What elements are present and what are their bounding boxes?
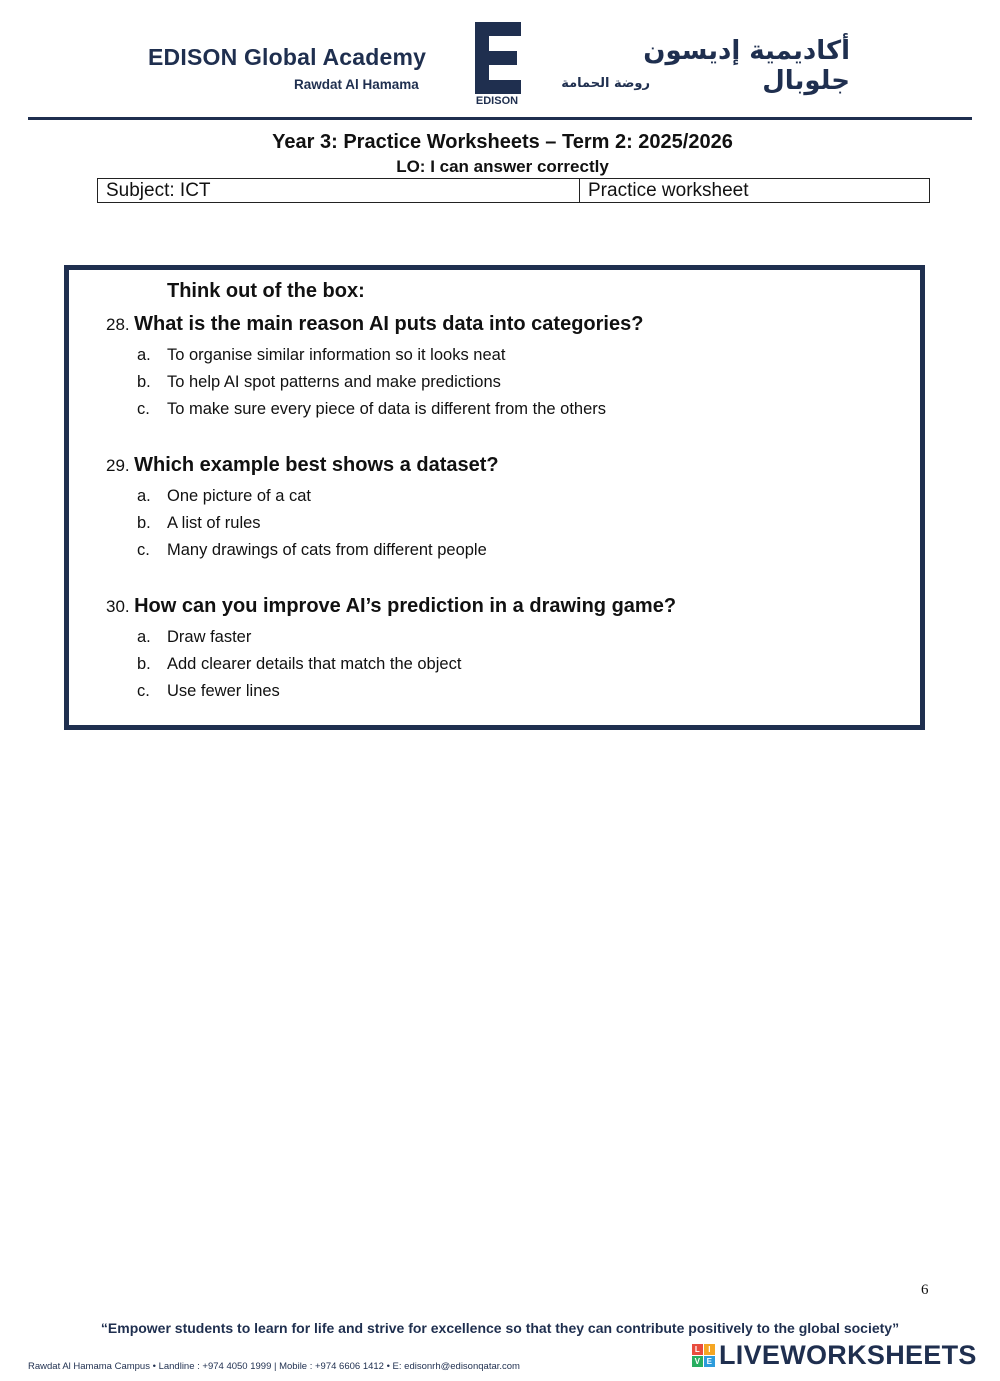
question-28-option-b[interactable]: To help AI spot patterns and make predictions — [167, 373, 501, 391]
question-30-option-b[interactable]: Add clearer details that match the object — [167, 655, 462, 673]
watermark-text: LIVEWORKSHEETS — [719, 1340, 977, 1370]
worksheet-title: Year 3: Practice Worksheets – Term 2: 2025/2026 — [272, 131, 733, 153]
header-divider — [28, 117, 972, 120]
option-letter: a. — [137, 346, 151, 364]
question-number: 28. — [106, 315, 130, 334]
liveworksheets-watermark — [692, 1340, 977, 1371]
option-letter: c. — [137, 541, 150, 559]
page-number: 6 — [921, 1282, 929, 1298]
subject-cell: Subject: ICT — [98, 179, 580, 202]
option-letter: a. — [137, 628, 151, 646]
subject-table — [97, 178, 930, 203]
question-28-option-c[interactable]: To make sure every piece of data is different from the others — [167, 400, 606, 418]
question-text: Which example best shows a dataset? — [134, 454, 499, 476]
contact-line: Rawdat Al Hamama Campus • Landline : +974 4050 1999 | Mobile : +974 6606 1412 • E: edisonrh@edisonqatar.com — [28, 1361, 520, 1372]
question-30-option-c[interactable]: Use fewer lines — [167, 682, 280, 700]
question-28-option-a[interactable]: To organise similar information so it looks neat — [167, 346, 506, 364]
question-number: 30. — [106, 597, 130, 616]
option-letter: c. — [137, 400, 150, 418]
option-letter: b. — [137, 514, 151, 532]
school-name-english: EDISON Global Academy — [148, 44, 427, 70]
option-letter: b. — [137, 373, 151, 391]
logo-letter: V — [692, 1356, 703, 1367]
school-name-arabic: أكاديمية إديسون جلوبال — [643, 36, 850, 96]
logo-letter: L — [692, 1344, 703, 1355]
school-motto: “Empower students to learn for life and strive for excellence so that they can contribute positively to the global society” — [100, 1320, 900, 1336]
campus-name-english: Rawdat Al Hamama — [294, 77, 419, 92]
box-title: Think out of the box: — [167, 280, 365, 302]
question-text: How can you improve AI’s prediction in a drawing game? — [134, 595, 677, 617]
logo-e-mark-icon — [471, 22, 523, 94]
option-letter: a. — [137, 487, 151, 505]
logo-letter: E — [704, 1356, 715, 1367]
campus-name-arabic: روضة الحمامة — [561, 76, 650, 91]
question-28 — [106, 313, 643, 336]
question-29 — [106, 454, 499, 477]
question-29-option-b[interactable]: A list of rules — [167, 514, 261, 532]
learning-objective: LO: I can answer correctly — [396, 157, 609, 176]
question-text: What is the main reason AI puts data into categories? — [134, 313, 644, 335]
question-29-option-a[interactable]: One picture of a cat — [167, 487, 311, 505]
question-30 — [106, 595, 676, 618]
logo-label: EDISON — [475, 95, 519, 107]
question-30-option-a[interactable]: Draw faster — [167, 628, 252, 646]
question-29-option-c[interactable]: Many drawings of cats from different people — [167, 541, 487, 559]
worksheet-type-cell: Practice worksheet — [588, 180, 749, 201]
option-letter: c. — [137, 682, 150, 700]
option-letter: b. — [137, 655, 151, 673]
logo-letter: I — [704, 1344, 715, 1355]
question-number: 29. — [106, 456, 130, 475]
liveworksheets-logo-icon — [692, 1344, 715, 1367]
